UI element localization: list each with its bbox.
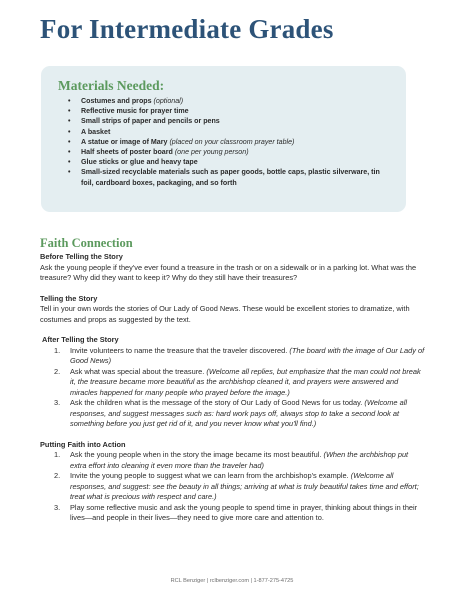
telling-story-title: Telling the Story	[40, 293, 98, 303]
material-item: • Glue sticks or glue and heavy tape	[68, 157, 392, 167]
after-story-steps	[40, 346, 425, 430]
faith-action-steps	[40, 450, 425, 524]
material-item: • Half sheets of poster board (one per young person)	[68, 147, 392, 157]
telling-story-text: Tell in your own words the stories of Our Lady of Good News. These would be excellent stories to dramatize, with costumes and props as suggested by the text.	[40, 304, 410, 324]
material-item: • Small strips of paper and pencils or pens	[68, 116, 392, 126]
step-item: 1. Invite volunteers to name the treasure that the traveler discovered. (The board with the image of Our Lady of Good News)	[54, 345, 425, 365]
faith-action-title: Putting Faith into Action	[40, 439, 126, 449]
step-item: 2. Ask what was special about the treasure. (Welcome all replies, but emphasize that the man could not break it, the treasure became more beautiful as the archbishop cleaned it, and prayers were answered and miracles happened for many people who prayed before the image.)	[54, 366, 421, 397]
step-item: 2. Invite the young people to suggest what we can learn from the archbishop's example. (Welcome all responses, and suggest: see the beauty in all things; arriving at what is truly beautiful takes time and effort; treat what is precious with respect and care.)	[54, 471, 419, 501]
materials-heading: Materials Needed:	[58, 78, 165, 93]
step-item: 3. Play some reflective music and ask the young people to spend time in prayer, thinking about things in their lives—and people in their lives—they need to give more care and attention to.	[54, 502, 418, 522]
material-item: • A statue or image of Mary (placed on your classroom prayer table)	[68, 137, 392, 147]
page-footer: RCL Benziger | rclbenziger.com | 1-877-275-4725	[170, 578, 294, 584]
material-item: • Small-sized recyclable materials such as paper goods, bottle caps, plastic silverware, tin foil, cardboard boxes, packaging, and so forth	[68, 167, 392, 187]
page-title: For Intermediate Grades	[40, 14, 334, 44]
faith-connection-content	[40, 252, 425, 524]
material-item: • Costumes and props (optional)	[68, 96, 392, 106]
material-item: • A basket	[68, 127, 392, 137]
materials-box	[41, 66, 406, 212]
step-item: 1. Ask the young people when in the story the image became its most beautiful. (When the archbishop put extra effort into cleaning it even more than the traveler had)	[54, 450, 409, 470]
materials-list	[58, 96, 392, 188]
before-story-title: Before Telling the Story	[40, 252, 123, 261]
material-item: • Reflective music for prayer time	[68, 106, 392, 116]
before-story-text: Ask the young people if they've ever found a treasure in the trash or on a sidewalk or in a parking lot. What was the treasure? Why did they want to keep it? Why do they still have their treasures?	[40, 262, 417, 282]
step-item: 3. Ask the children what is the message of the story of Our Lady of Good News for us today. (Welcome all responses, and suggest messages such as: hard work pays off, always stop to take a second look at something before you just get rid of it, and you never know what you'll find.)	[54, 398, 407, 428]
faith-connection-heading: Faith Connection	[40, 236, 133, 250]
after-story-title: After Telling the Story	[42, 335, 119, 344]
